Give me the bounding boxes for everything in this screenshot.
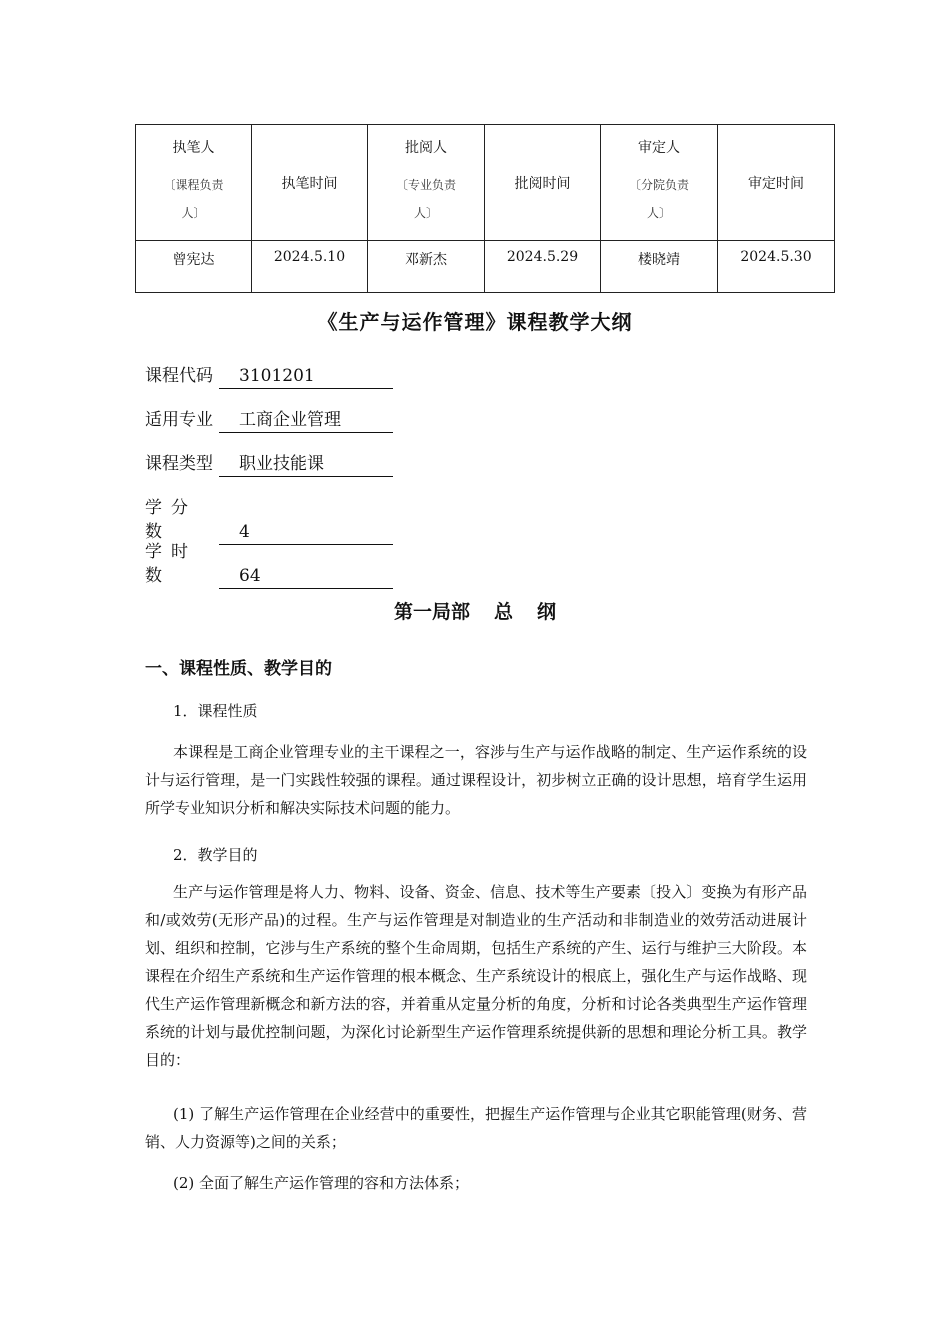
approve-date: 2024.5.30 <box>718 241 835 293</box>
author-date: 2024.5.10 <box>252 241 368 293</box>
header-approver: 审定人 〔分院负责人〕 <box>601 125 718 241</box>
approval-table <box>135 124 835 293</box>
course-type-label: 课程类型 <box>145 454 213 474</box>
credit-line <box>145 496 393 545</box>
goal-item-2: (2) 全面了解生产运作管理的容和方法体系； <box>173 1174 470 1192</box>
header-review-time: 批阅时间 <box>485 125 601 241</box>
course-code-value: 3101201 <box>219 364 393 389</box>
author-name: 曾宪达 <box>136 241 252 293</box>
paragraph-course-nature: 本课程是工商企业管理专业的主干课程之一，容涉与生产与运作战略的制定、生产运作系统的设计与运行管理，是一门实践性较强的课程。通过课程设计，初步树立正确的设计思想，培育学生运用所学专业知识分析和解决实际技术问题的能力。 <box>145 743 807 817</box>
subsection-teaching-goal: 2．教学目的 <box>173 846 258 864</box>
reviewer-name: 邓新杰 <box>368 241 485 293</box>
header-reviewer: 批阅人 〔专业负责人〕 <box>368 125 485 241</box>
part-title: 第一局部 总 纲 <box>393 601 557 623</box>
hours-value: 64 <box>219 564 393 589</box>
credit-value: 4 <box>219 520 393 545</box>
major-label: 适用专业 <box>145 410 213 430</box>
hours-line <box>145 540 393 589</box>
header-author-time: 执笔时间 <box>252 125 368 241</box>
section-heading: 一、课程性质、教学目的 <box>145 659 332 679</box>
review-date: 2024.5.29 <box>485 241 601 293</box>
approver-name: 楼晓靖 <box>601 241 718 293</box>
credit-label: 学分数 <box>145 498 197 542</box>
subsection-course-nature: 1．课程性质 <box>173 702 258 720</box>
header-author: 执笔人 〔课程负责人〕 <box>136 125 252 241</box>
course-type-value: 职业技能课 <box>219 452 393 477</box>
approval-table-value-row <box>136 241 835 293</box>
course-code-line <box>145 364 393 389</box>
major-line <box>145 408 393 433</box>
major-value: 工商企业管理 <box>219 408 393 433</box>
paragraph-teaching-goal: 生产与运作管理是将人力、物料、设备、资金、信息、技术等生产要素〔投入〕变换为有形产品和/或效劳(无形产品)的过程。生产与运作管理是对制造业的生产活动和非制造业的效劳活动进展计划、组织和控制，它涉与生产系统的整个生命周期，包括生产系统的产生、运行与维护三大阶段。本课程在介绍生产系统和生产运作管理的根本概念、生产系统设计的根底上，强化生产与运作战略、现代生产运作管理新概念和新方法的容，并着重从定量分析的角度，分析和讨论各类典型生产运作管理系统的计划与最优控制问题，为深化讨论新型生产运作管理系统提供新的思想和理论分析工具。教学目的： <box>145 883 807 1069</box>
header-approve-time: 审定时间 <box>718 125 835 241</box>
approval-table-header-row <box>136 125 835 241</box>
document-title: 《生产与运作管理》课程教学大纲 <box>317 310 633 334</box>
course-type-line <box>145 452 393 477</box>
hours-label: 学时数 <box>145 542 197 586</box>
course-code-label: 课程代码 <box>145 366 213 386</box>
goal-item-1: (1) 了解生产运作管理在企业经营中的重要性，把握生产运作管理与企业其它职能管理(财务、营销、人力资源等)之间的关系； <box>145 1105 807 1151</box>
